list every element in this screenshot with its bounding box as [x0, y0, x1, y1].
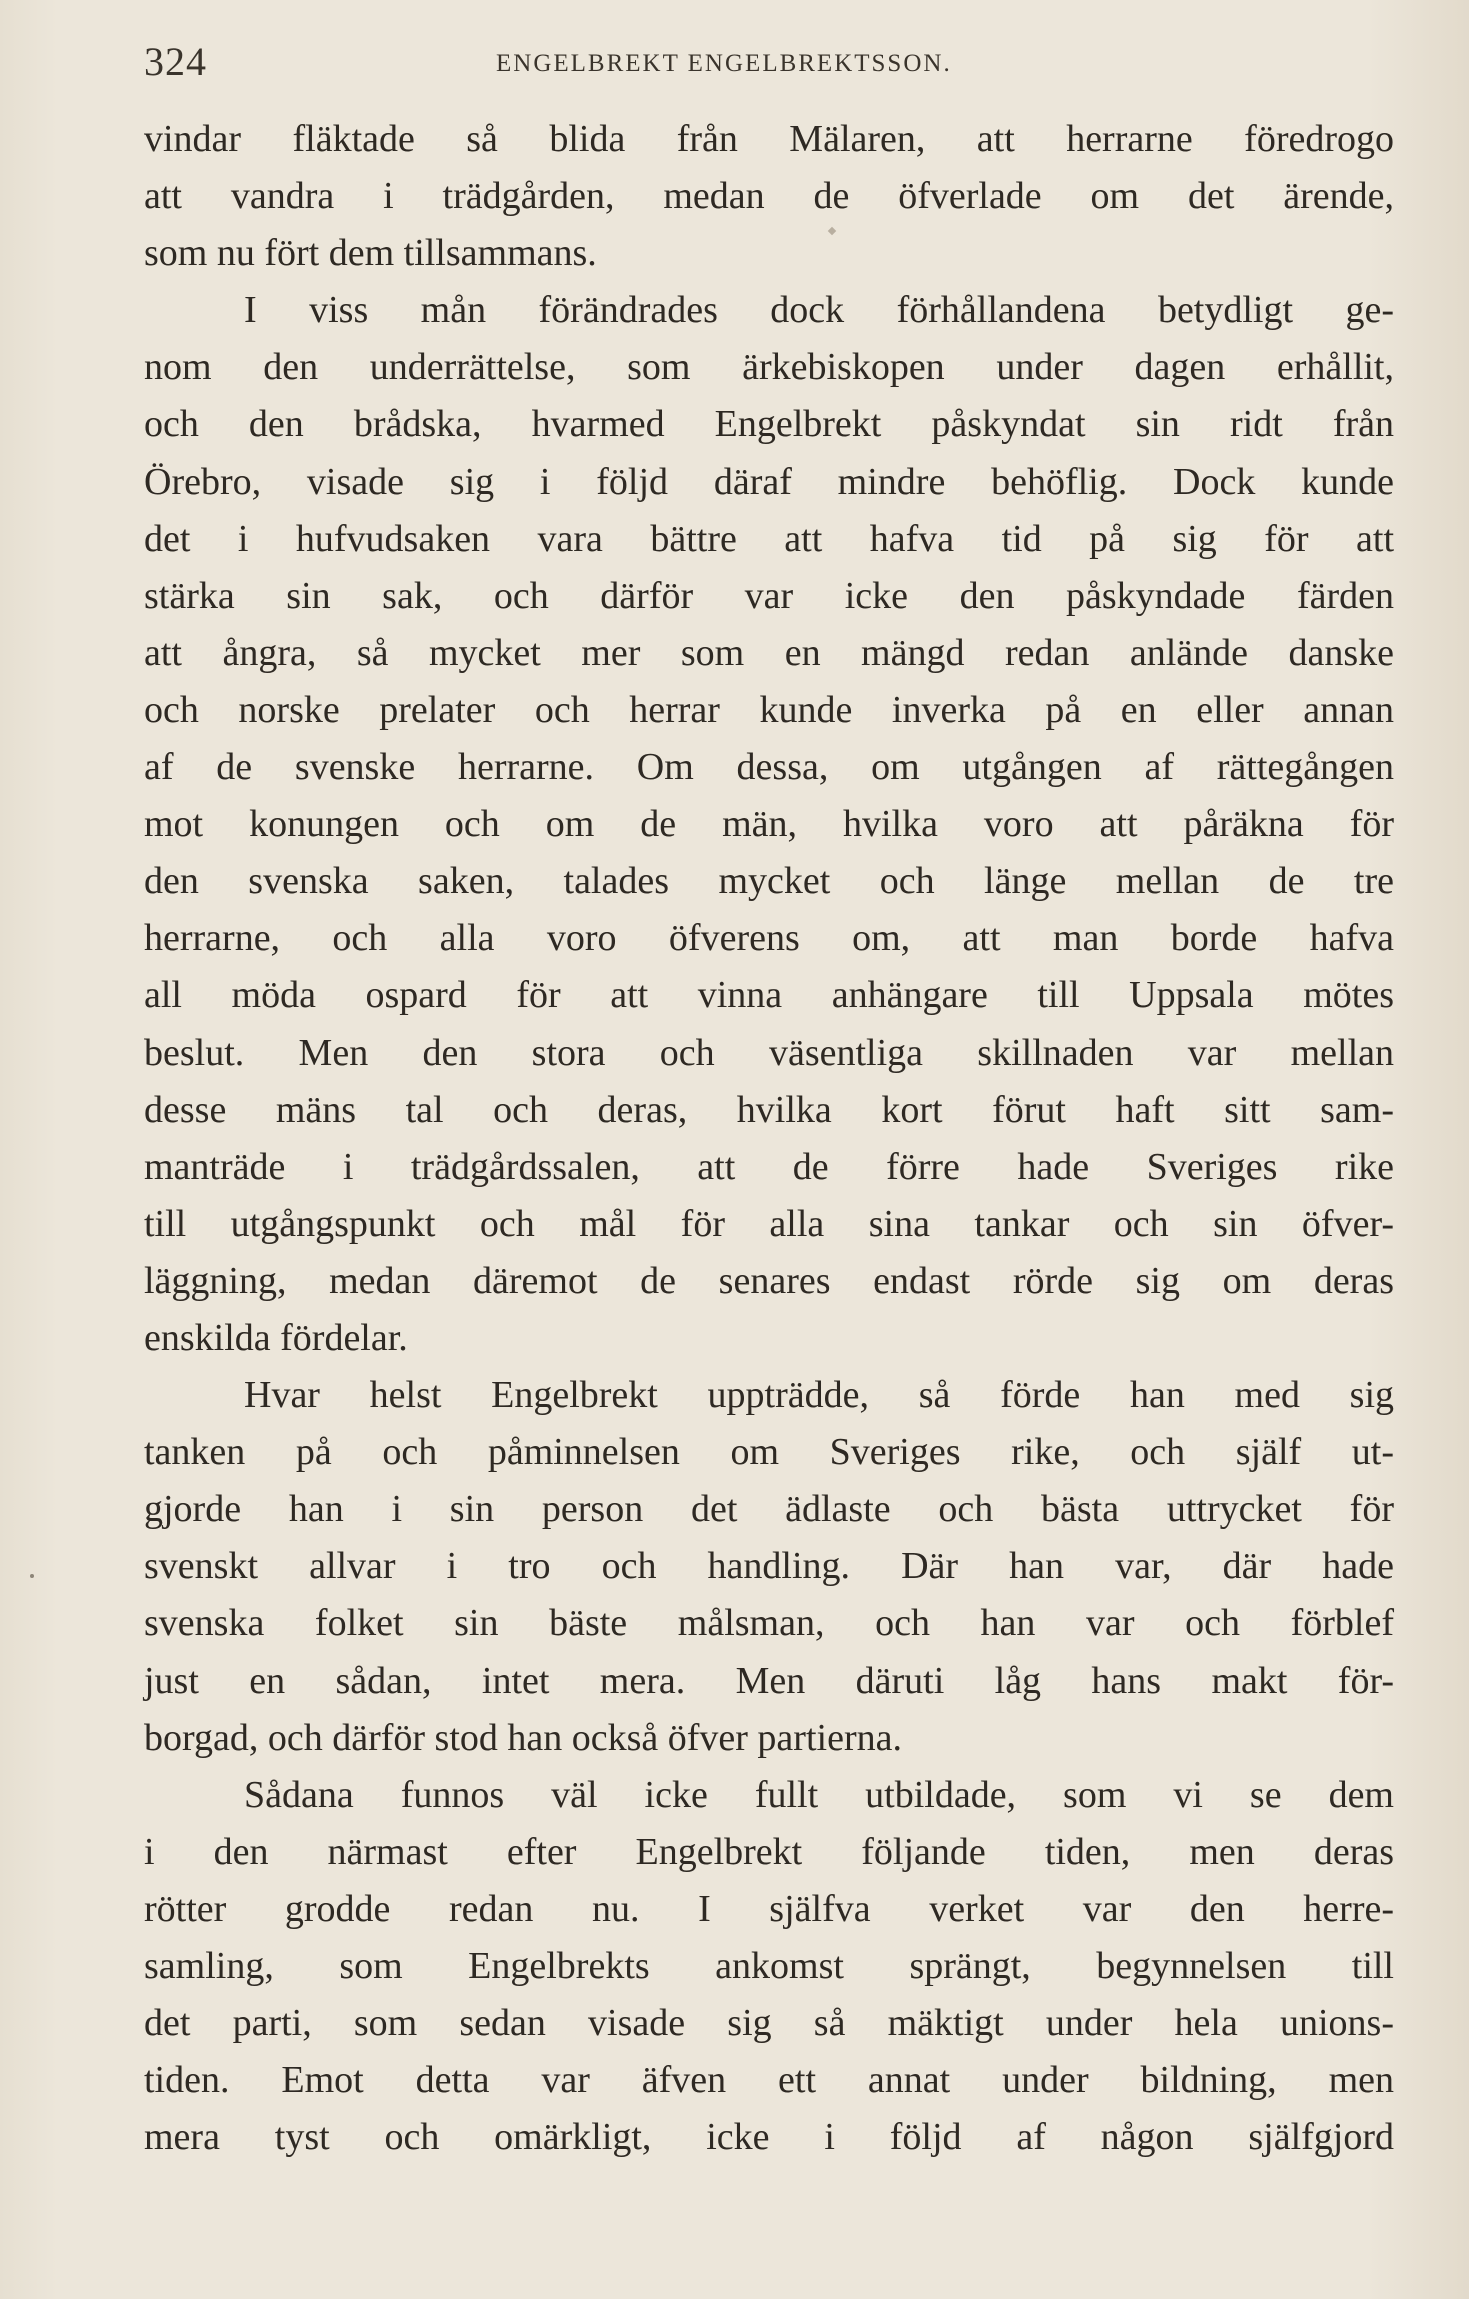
text-line: rötter grodde redan nu. I själfva verket var den herre-: [144, 1887, 1394, 1930]
text-line: det parti, som sedan visade sig så mäktigt under hela unions-: [144, 2002, 1394, 2045]
text-line: beslut. Men den stora och väsentliga skillnaden var mellan: [144, 1031, 1394, 1074]
text-line: I viss mån förändrades dock förhållandena betydligt ge-: [244, 289, 1394, 332]
text-line: enskilda fördelar.: [144, 1316, 408, 1359]
text-line: vindar fläktade så blida från Mälaren, att herrarne föredrogo: [144, 118, 1394, 160]
text-line: svenskt allvar i tro och handling. Där han var, där hade: [144, 1545, 1394, 1588]
text-line: den svenska saken, talades mycket och länge mellan de tre: [144, 860, 1394, 903]
text-line: det i hufvudsaken vara bättre att hafva tid på sig för att: [144, 517, 1394, 560]
text-line: Örebro, visade sig i följd däraf mindre behöflig. Dock kunde: [144, 460, 1394, 503]
body-text: [144, 111, 1394, 2166]
text-line: och norske prelater och herrar kunde inverka på en eller annan: [144, 688, 1394, 731]
text-line: manträde i trädgårdssalen, att de förre hade Sveriges rike: [144, 1145, 1394, 1188]
text-line: tanken på och påminnelsen om Sveriges rike, och själf ut-: [144, 1431, 1394, 1474]
page-header: [144, 38, 1394, 88]
text-line: Sådana funnos väl icke fullt utbildade, som vi se dem: [244, 1773, 1394, 1816]
text-line: Hvar helst Engelbrekt uppträdde, så förde han med sig: [244, 1374, 1394, 1417]
text-line: att vandra i trädgården, medan de öfverlade om det ärende,: [144, 175, 1394, 218]
text-line: desse mäns tal och deras, hvilka kort förut haft sitt sam-: [144, 1088, 1394, 1131]
text-line: just en sådan, intet mera. Men däruti låg hans makt för-: [144, 1659, 1394, 1702]
text-line: samling, som Engelbrekts ankomst sprängt, begynnelsen till: [144, 1945, 1394, 1987]
text-line: mot konungen och om de män, hvilka voro att påräkna för: [144, 803, 1394, 846]
text-line: mera tyst och omärkligt, icke i följd af någon själfgjord: [144, 2116, 1394, 2159]
text-line: i den närmast efter Engelbrekt följande tiden, men deras: [144, 1830, 1394, 1873]
text-line: svenska folket sin bäste målsman, och han var och förblef: [144, 1602, 1394, 1645]
text-line: herrarne, och alla voro öfverens om, att man borde hafva: [144, 917, 1394, 960]
margin-dot: [30, 1574, 34, 1578]
text-line: nom den underrättelse, som ärkebiskopen under dagen erhållit,: [144, 346, 1394, 389]
text-line: stärka sin sak, och därför var icke den påskyndade färden: [144, 574, 1394, 617]
text-line: och den brådska, hvarmed Engelbrekt påskyndat sin ridt från: [144, 403, 1394, 446]
text-line: att ångra, så mycket mer som en mängd redan anlände danske: [144, 631, 1394, 674]
text-line: tiden. Emot detta var äfven ett annat under bildning, men: [144, 2059, 1394, 2102]
text-line: som nu fört dem tillsammans.: [144, 232, 597, 275]
text-line: borgad, och därför stod han också öfver partierna.: [144, 1716, 902, 1759]
text-line: all möda ospard för att vinna anhängare till Uppsala mötes: [144, 974, 1394, 1017]
text-line: gjorde han i sin person det ädlaste och bästa uttrycket för: [144, 1488, 1394, 1531]
page-number: 324: [144, 39, 207, 84]
running-head: ENGELBREKT ENGELBREKTSSON.: [496, 50, 952, 77]
text-line: till utgångspunkt och mål för alla sina tankar och sin öfver-: [144, 1202, 1394, 1245]
text-line: af de svenske herrarne. Om dessa, om utgången af rättegången: [144, 746, 1394, 789]
text-line: läggning, medan däremot de senares endast rörde sig om deras: [144, 1259, 1394, 1302]
